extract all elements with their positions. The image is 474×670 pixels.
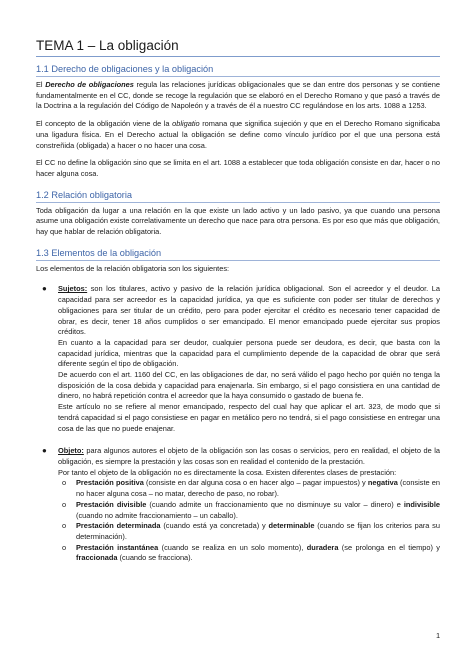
paragraph-relacion-obligatoria: Toda obligación da lugar a una relación en la que existe un lado activo y un lado pasivo, ya que cuando una persona asume una obligación existe correlativamente un derecho que nace para otra persona. Es por eso que más que obligación, hay que hablar de relación obligatoria. — [36, 205, 440, 237]
objeto-clases-intro: Por tanto el objeto de la obligación no es directamente la cosa. Existen diferentes clases de prestación: — [58, 467, 397, 477]
prestacion-item: o Prestación divisible (cuando admite un fraccionamiento que no disminuye su valor – dinero) e indivisible (cuando no admite fraccionamiento – un caballo). — [62, 499, 440, 520]
prestacion-item: o Prestación positiva (consiste en dar alguna cosa o en hacer algo – pagar impuestos) y negativa (consiste en no hacer alguna cosa – no matar, derecho de paso, no robar). — [62, 478, 441, 499]
paragraph-concepto-obligacion: El concepto de la obligación viene de la obligatio romana que significa sujeción y que en el Derecho Romano significaba una ligadura física. En el Derecho actual la obligación se define como vínculo jurídico por el que una persona está constreñida (obligada) a hacer o no hacer una cosa. — [36, 119, 440, 150]
circle-bullet-icon: o — [62, 542, 67, 552]
circle-bullet-icon: o — [62, 478, 67, 488]
sujetos-label: Sujetos: — [58, 284, 88, 294]
sujetos-art-1160: De acuerdo con el art. 1160 del CC, en las obligaciones de dar, no será válido el pago hecho por quién no tenga la disposición de la cosa debida y capacidad para enajenarla. Sin embargo, si el pago consistiera en una cantidad de dinero, no habrá repetición contra el acreedor que la haya consumido o gastado de buena fe. — [58, 370, 440, 401]
paragraph-cc-definicion: El CC no define la obligación sino que se limita en el art. 1088 a establecer que toda obligación consiste en dar, hacer o no hacer alguna cosa. — [36, 158, 440, 178]
prestacion-item: o Prestación determinada (cuando está ya concretada) y determinable (cuando se fijan los criterios para su determinación). — [62, 521, 440, 541]
paragraph-derecho-obligaciones: El Derecho de obligaciones regula las relaciones jurídicas obligacionales que se dan entre dos personas y se contiene fundamentalmente en el CC, donde se recoge la regulación que se elaboró en el Derecho Romano y que pasó a través de la Doctrina a la regulación del Código de Napoleón y a través de él a nuestro CC regulándose en los arts. 1088 a 1253. — [36, 80, 441, 111]
list-item-objeto: ● Objeto: para algunos autores el objeto de la obligación son las cosas o servicios, pero en realidad, el objeto de la obligación, es siempre la prestación y las cosas son en realidad el contenido de la prestación. Por tanto el objeto de la obligación no es directamente la cosa. Existen diferentes clases de prestación: o Prestación positiva (consiste en dar alguna cosa o en hacer algo – pagar impuestos) y negativa (consiste en no hacer alguna cosa – no matar, derecho de paso, no robar). o Prestación divisible (cuando admite un fraccionamiento que no disminuye su valor – dinero) e indivisible (cuando no admite fraccionamiento – un caballo). o Prestación determinada (cuando está ya concretada) y determinable (cuando se fijan los criterios para su determinación). o Prestación instantánea (cuando se realiza en un solo momento), duradera (se prolonga en el tiempo) y fraccionada (cuando se fracciona). — [42, 446, 441, 563]
bullet-icon: ● — [42, 284, 47, 294]
page-number: 1 — [436, 631, 441, 640]
paragraph-elementos-intro: Los elementos de la relación obligatoria son los siguientes: — [36, 263, 230, 273]
circle-bullet-icon: o — [62, 521, 67, 531]
section-heading-1-3: 1.3 Elementos de la obligación — [36, 247, 440, 261]
circle-bullet-icon: o — [62, 499, 67, 509]
sujetos-deudor: En cuanto a la capacidad para ser deudor, cualquier persona puede ser deudora, es decir, que basta con la capacidad jurídica, mientras que la capacidad para el cumplimiento depende de la capacidad de obrar que será diferente según el tipo de obligación. — [58, 337, 440, 369]
section-heading-1-2: 1.2 Relación obligatoria — [36, 189, 440, 203]
section-heading-1-1: 1.1 Derecho de obligaciones y la obligación — [36, 63, 440, 77]
objeto-label: Objeto: — [58, 446, 84, 456]
sujetos-art-323: Este artículo no se refiere al menor emancipado, respecto del cual hay que aplicar el art. 323, de modo que si tendrá capacidad si el pago consistiese en pagar en metálico pero no tendrá, si el pago consistiese en entregar una cosa de las que no puede enajenar. — [58, 402, 440, 433]
elementos-list — [36, 284, 440, 564]
page-title: TEMA 1 – La obligación — [36, 38, 440, 57]
prestacion-item: o Prestación instantánea (cuando se realiza en un solo momento), duradera (se prolonga en el tiempo) y fraccionada (cuando se fracciona). — [62, 542, 440, 563]
list-item-sujetos: ● Sujetos: son los titulares, activo y pasivo de la relación jurídica obligacional. Son el acreedor y el deudor. La capacidad para ser acreedor es la capacidad jurídica, ya que es suficiente con poder ser titular de derechos y obligaciones para ser titular de un crédito, pero para poder ejercitar el crédito es necesario tener capacidad de obrar, es decir, tener 18 años cumplidos o ser emancipado. El menor emancipado puede ejercitar sus propios créditos. En cuanto a la capacidad para ser deudor, cualquier persona puede ser deudora, es decir, que basta con la capacidad jurídica, mientras que la capacidad para el cumplimiento depende de la capacidad de obrar que será diferente según el tipo de obligación. De acuerdo con el art. 1160 del CC, en las obligaciones de dar, no será válido el pago hecho por quién no tenga la disposición de la cosa debida y capacidad para enajenarla. Sin embargo, si el pago consistiera en una cantidad de dinero, no habrá repetición contra el acreedor que la haya consumido o gastado de buena fe. Este artículo no se refiere al menor emancipado, respecto del cual hay que aplicar el art. 323, de modo que si tendrá capacidad si el pago consistiese en pagar en metálico pero no tendrá, si el pago consistiese en entregar una cosa de las que no puede enajenar. — [42, 284, 440, 433]
page-content — [36, 38, 440, 564]
prestacion-list — [58, 478, 440, 564]
bullet-icon: ● — [42, 446, 47, 456]
